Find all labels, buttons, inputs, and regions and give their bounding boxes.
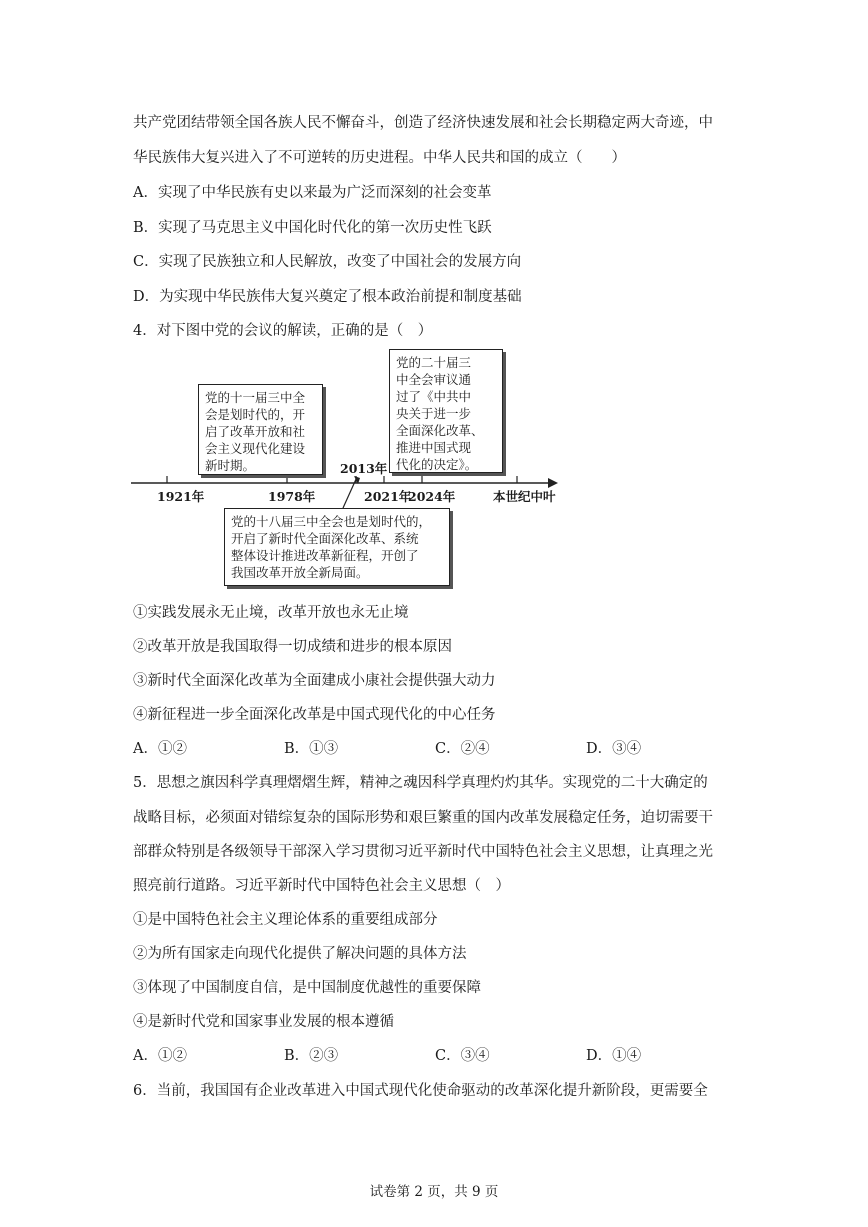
box-1978-meeting (198, 384, 323, 475)
box-1978-line: 党的十一届三中全 (205, 390, 306, 405)
box-1978-line: 新时期。 (205, 458, 256, 473)
q5-choice-d: D．①④ (586, 1048, 642, 1064)
label-1921: 1921年 (157, 489, 205, 504)
label-2024: 2024年 (408, 489, 456, 504)
pointer-2013 (343, 477, 357, 508)
q5-stem-line: 部群众特别是各级领导干部深入学习贯彻习近平新时代中国特色社会主义思想，让真理之光 (133, 844, 713, 860)
page-footer: 试卷第 2 页，共 9 页 (369, 1184, 499, 1200)
q4-choice-b: B．①③ (284, 741, 339, 757)
q5-stem-line: 照亮前行道路。习近平新时代中国特色社会主义思想（ ） (133, 878, 510, 894)
q5-choice-c: C．③④ (435, 1048, 490, 1064)
q5-stem-line: 5．思想之旗因科学真理熠熠生辉，精神之魂因科学真理灼灼其华。实现党的二十大确定的 (133, 775, 708, 791)
q4-choice-c: C．②④ (435, 741, 490, 757)
box-2024-line: 中全会审议通 (396, 372, 472, 387)
q3-option-c: C．实现了民族独立和人民解放，改变了中国社会的发展方向 (133, 254, 522, 270)
q4-statement-3: ③新时代全面深化改革为全面建成小康社会提供强大动力 (133, 673, 496, 689)
q3-option-d: D．为实现中华民族伟大复兴奠定了根本政治前提和制度基础 (133, 289, 522, 305)
q3-stem-line: 共产党团结带领全国各族人民不懈奋斗，创造了经济快速发展和社会长期稳定两大奇迹，中 (133, 115, 713, 131)
q4-statement-1: ①实践发展永无止境，改革开放也永无止境 (133, 605, 409, 621)
box-2013-line: 党的十八届三中全会也是划时代的， (231, 514, 432, 529)
box-1978-line: 会是划时代的，开 (205, 407, 306, 422)
q6-stem-line: 6．当前，我国国有企业改革进入中国式现代化使命驱动的改革深化提升新阶段，更需要全 (133, 1083, 708, 1099)
q4-choice-d: D．③④ (586, 741, 642, 757)
box-2024-line: 推进中国式现 (396, 440, 472, 455)
box-2013-line: 整体设计推进改革新征程，开创了 (231, 548, 419, 563)
box-2024-meeting (389, 349, 503, 473)
q4-statement-2: ②改革开放是我国取得一切成绩和进步的根本原因 (133, 639, 452, 655)
box-2024-line: 过了《中共中 (396, 389, 472, 404)
box-2024-line: 全面深化改革、 (396, 423, 484, 438)
label-2013: 2013年 (340, 461, 388, 476)
q5-choice-a: A．①② (133, 1048, 187, 1064)
q4-stem: 4．对下图中党的会议的解读，正确的是（ ） (133, 323, 433, 339)
q4-choice-a: A．①② (133, 741, 187, 757)
q3-stem-line: 华民族伟大复兴进入了不可逆转的历史进程。中华人民共和国的成立（ ） (133, 150, 626, 166)
label-century: 本世纪中叶 (493, 489, 556, 504)
box-2013-meeting (224, 508, 450, 586)
box-1978-line: 会主义现代化建设 (205, 441, 306, 456)
q5-statement-1: ①是中国特色社会主义理论体系的重要组成部分 (133, 912, 438, 928)
q4-statement-4: ④新征程进一步全面深化改革是中国式现代化的中心任务 (133, 707, 496, 723)
box-2024-line: 党的二十届三 (396, 355, 472, 370)
box-2024-line: 代化的决定》。 (396, 457, 478, 472)
q3-option-b: B．实现了马克思主义中国化时代化的第一次历史性飞跃 (133, 220, 492, 236)
q3-option-a: A．实现了中华民族有史以来最为广泛而深刻的社会变革 (133, 185, 492, 201)
box-2013-line: 我国改革开放全新局面。 (231, 565, 369, 580)
box-2024-line: 央关于进一步 (396, 406, 472, 421)
label-2021: 2021年 (364, 489, 412, 504)
q5-choice-b: B．②③ (284, 1048, 339, 1064)
q5-stem-line: 战略目标，必须面对错综复杂的国际形势和艰巨繁重的国内改革发展稳定任务，迫切需要干 (133, 810, 713, 826)
q5-statement-2: ②为所有国家走向现代化提供了解决问题的具体方法 (133, 946, 467, 962)
box-2013-line: 开启了新时代全面深化改革、系统 (231, 531, 419, 546)
q5-statement-3: ③体现了中国制度自信，是中国制度优越性的重要保障 (133, 980, 481, 996)
label-1978: 1978年 (268, 489, 316, 504)
q5-statement-4: ④是新时代党和国家事业发展的根本遵循 (133, 1014, 394, 1030)
box-1978-line: 启了改革开放和社 (205, 424, 306, 439)
